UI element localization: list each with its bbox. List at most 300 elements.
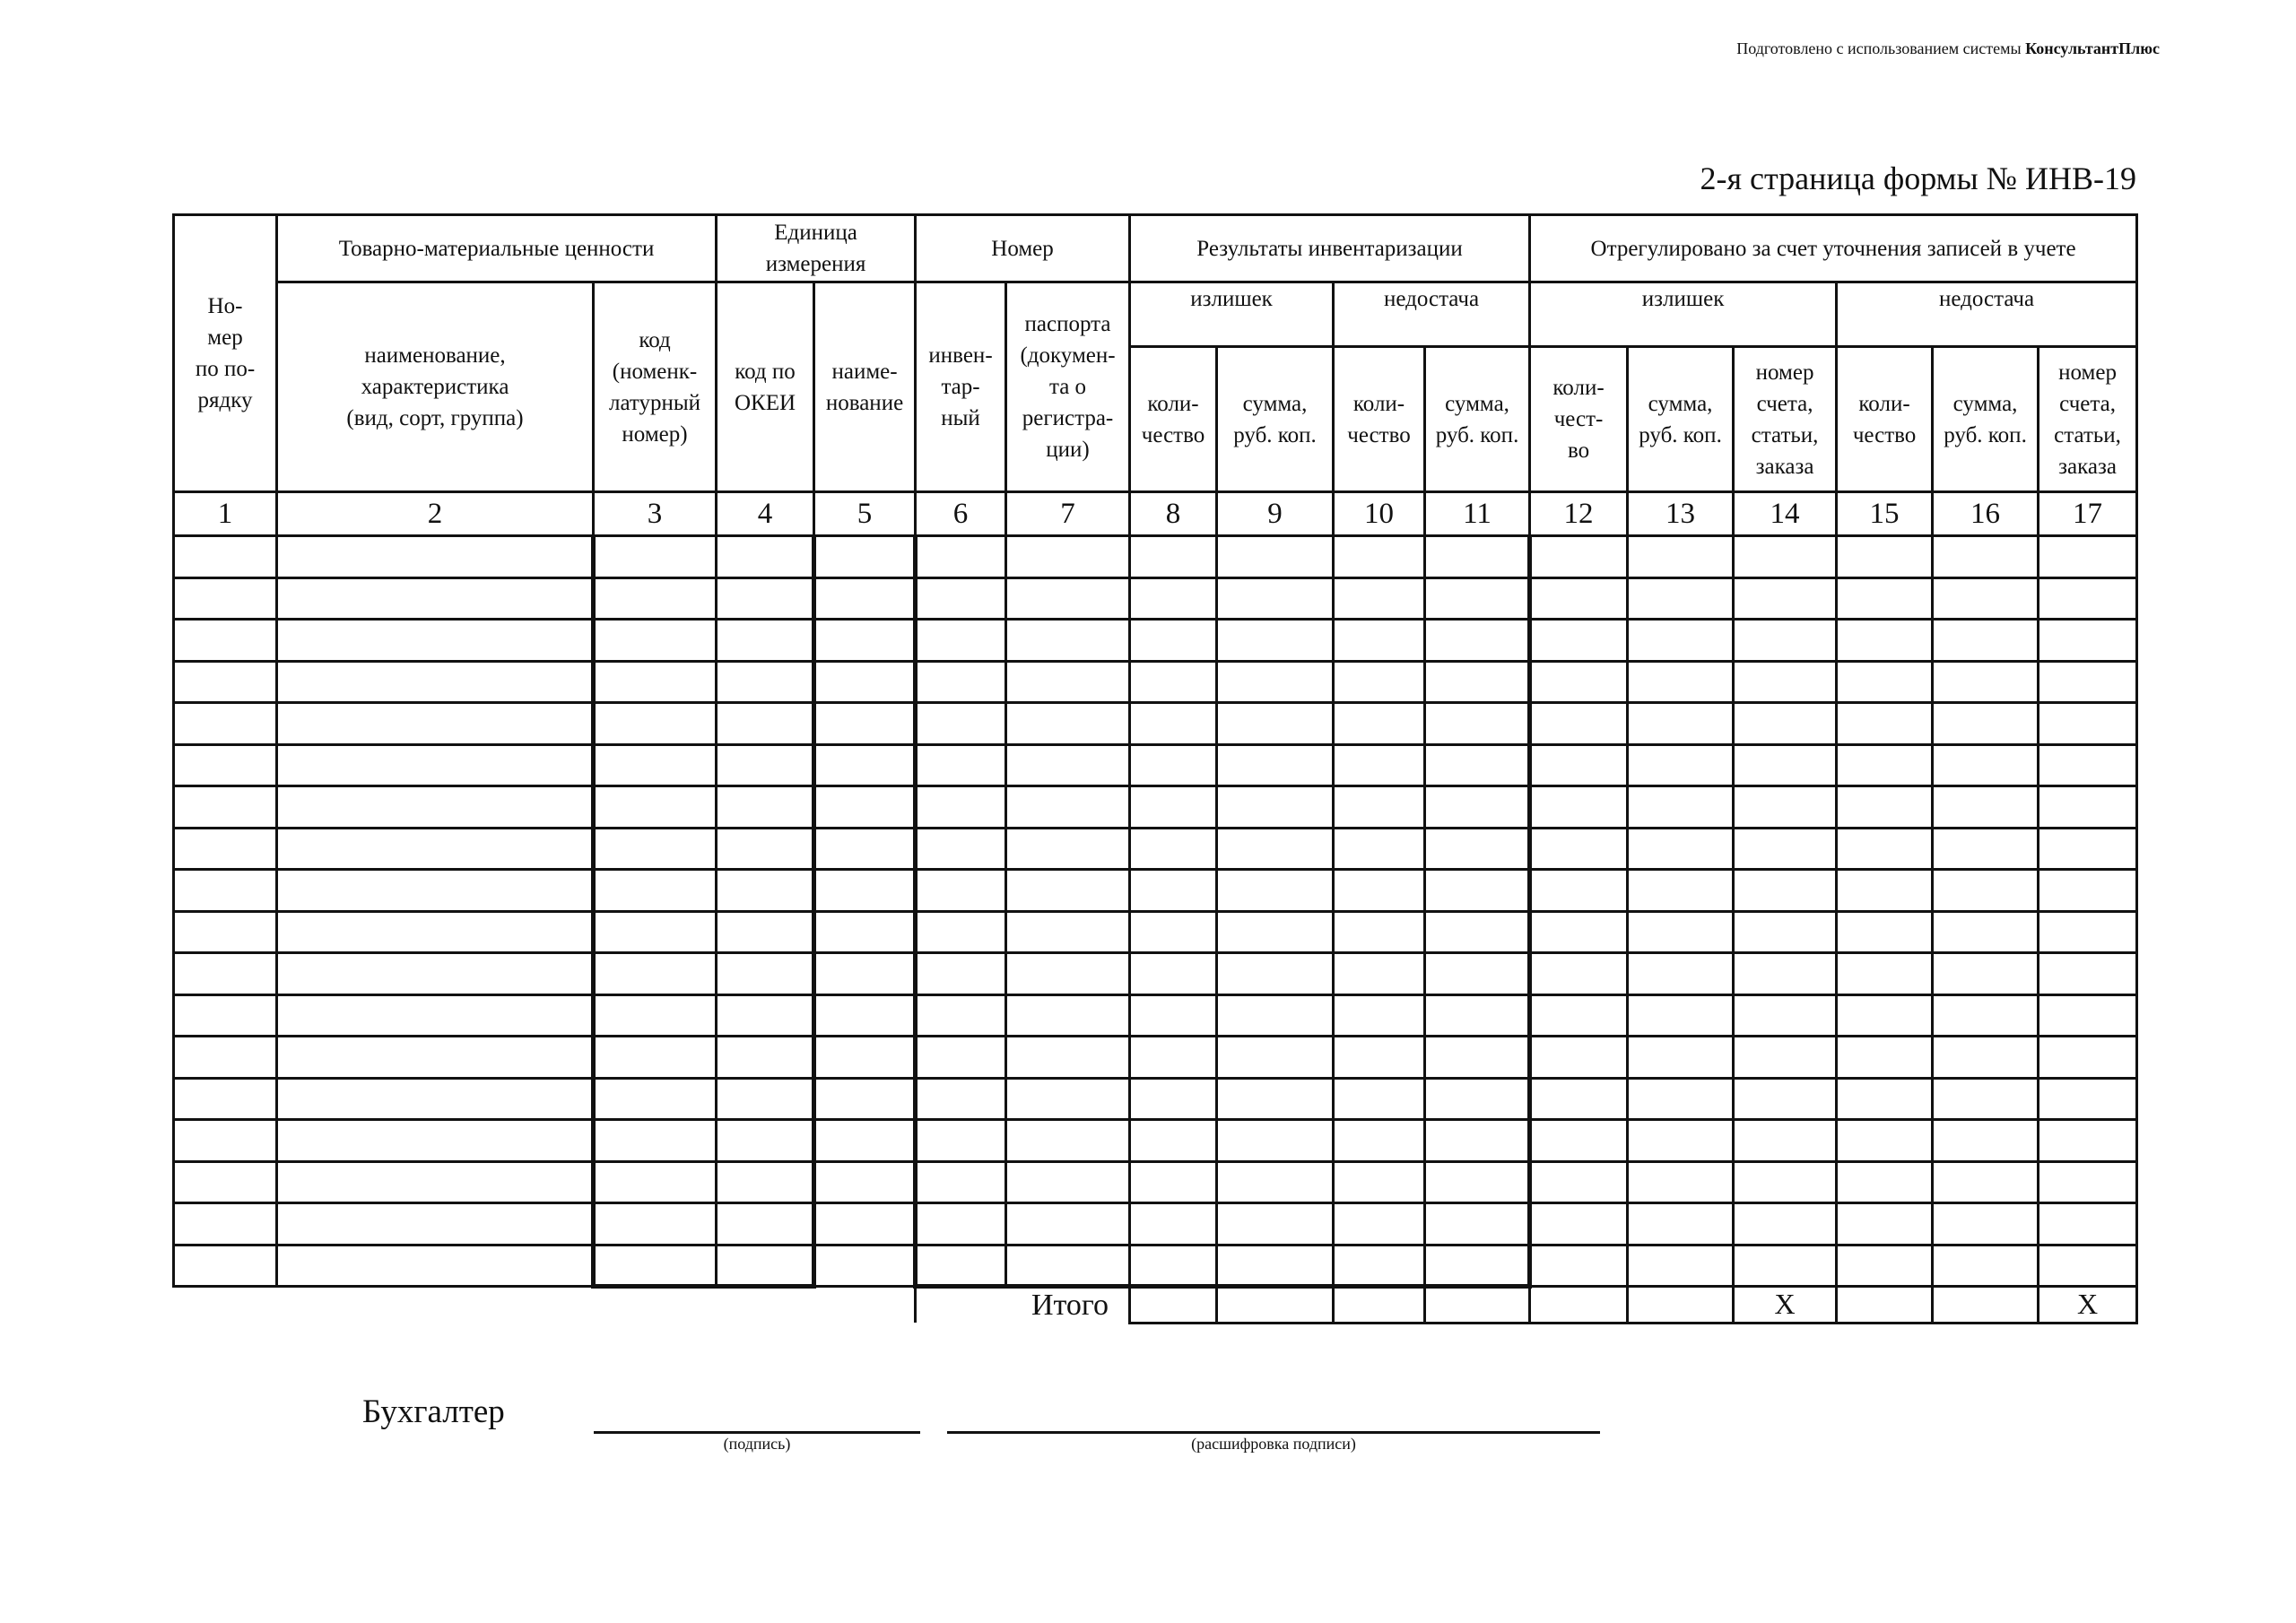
table-cell[interactable] xyxy=(594,1161,717,1203)
table-cell[interactable] xyxy=(916,661,1006,703)
table-cell[interactable] xyxy=(1217,1203,1334,1245)
table-cell[interactable] xyxy=(277,1245,594,1287)
table-cell[interactable] xyxy=(1628,1245,1734,1287)
table-cell[interactable] xyxy=(814,1161,916,1203)
table-cell[interactable] xyxy=(1425,1120,1530,1162)
table-cell[interactable] xyxy=(1837,577,1933,620)
table-cell[interactable] xyxy=(814,870,916,912)
table-cell[interactable] xyxy=(1425,577,1530,620)
table-cell[interactable] xyxy=(277,577,594,620)
table-cell[interactable] xyxy=(594,620,717,662)
table-cell[interactable] xyxy=(1933,1120,2039,1162)
table-cell[interactable] xyxy=(1530,1203,1628,1245)
table-cell[interactable] xyxy=(1217,828,1334,870)
table-cell[interactable] xyxy=(1628,1037,1734,1079)
table-cell[interactable] xyxy=(1006,1161,1130,1203)
table-cell[interactable] xyxy=(1217,1120,1334,1162)
table-cell[interactable] xyxy=(1734,1245,1837,1287)
table-cell[interactable] xyxy=(1933,870,2039,912)
table-cell[interactable] xyxy=(2039,1037,2137,1079)
table-cell[interactable] xyxy=(1130,1120,1217,1162)
table-cell[interactable] xyxy=(1006,1120,1130,1162)
table-cell[interactable] xyxy=(1933,536,2039,578)
table-cell[interactable] xyxy=(174,1078,277,1120)
table-cell[interactable] xyxy=(1628,786,1734,829)
table-cell[interactable] xyxy=(594,786,717,829)
table-cell[interactable] xyxy=(1933,828,2039,870)
table-cell[interactable] xyxy=(1933,1203,2039,1245)
table-cell[interactable] xyxy=(1837,703,1933,745)
table-cell[interactable] xyxy=(1837,828,1933,870)
table-cell[interactable] xyxy=(717,536,814,578)
table-cell[interactable] xyxy=(174,953,277,995)
table-cell[interactable] xyxy=(814,703,916,745)
table-cell[interactable] xyxy=(2039,870,2137,912)
table-cell[interactable] xyxy=(1217,577,1334,620)
table-cell[interactable] xyxy=(916,786,1006,829)
table-cell[interactable] xyxy=(717,1161,814,1203)
table-cell[interactable] xyxy=(1334,1120,1425,1162)
table-cell[interactable] xyxy=(2039,1161,2137,1203)
table-cell[interactable] xyxy=(1530,577,1628,620)
total-cell[interactable] xyxy=(1628,1287,1734,1324)
table-cell[interactable] xyxy=(814,1203,916,1245)
table-cell[interactable] xyxy=(2039,661,2137,703)
table-cell[interactable] xyxy=(594,1245,717,1287)
table-cell[interactable] xyxy=(717,1037,814,1079)
total-cell[interactable] xyxy=(1530,1287,1628,1324)
table-cell[interactable] xyxy=(1006,661,1130,703)
table-cell[interactable] xyxy=(1734,828,1837,870)
table-cell[interactable] xyxy=(1217,870,1334,912)
table-cell[interactable] xyxy=(1217,744,1334,786)
table-cell[interactable] xyxy=(2039,1203,2137,1245)
table-cell[interactable] xyxy=(717,786,814,829)
table-cell[interactable] xyxy=(1334,870,1425,912)
table-cell[interactable] xyxy=(1006,1037,1130,1079)
table-cell[interactable] xyxy=(916,1203,1006,1245)
table-cell[interactable] xyxy=(717,661,814,703)
table-cell[interactable] xyxy=(1734,953,1837,995)
table-cell[interactable] xyxy=(277,786,594,829)
table-cell[interactable] xyxy=(717,620,814,662)
table-cell[interactable] xyxy=(1837,994,1933,1037)
table-cell[interactable] xyxy=(1734,1203,1837,1245)
table-cell[interactable] xyxy=(717,1078,814,1120)
table-cell[interactable] xyxy=(1628,1203,1734,1245)
total-cell[interactable] xyxy=(1217,1287,1334,1324)
table-cell[interactable] xyxy=(1837,911,1933,953)
table-cell[interactable] xyxy=(1734,620,1837,662)
table-cell[interactable] xyxy=(1734,911,1837,953)
signature-line[interactable] xyxy=(594,1431,920,1434)
table-cell[interactable] xyxy=(277,620,594,662)
table-cell[interactable] xyxy=(1334,1161,1425,1203)
table-cell[interactable] xyxy=(1628,536,1734,578)
table-cell[interactable] xyxy=(1734,577,1837,620)
table-cell[interactable] xyxy=(277,1203,594,1245)
table-cell[interactable] xyxy=(1628,744,1734,786)
table-cell[interactable] xyxy=(2039,786,2137,829)
table-cell[interactable] xyxy=(916,703,1006,745)
table-cell[interactable] xyxy=(174,661,277,703)
table-cell[interactable] xyxy=(277,703,594,745)
table-cell[interactable] xyxy=(174,1120,277,1162)
table-cell[interactable] xyxy=(594,994,717,1037)
table-cell[interactable] xyxy=(916,620,1006,662)
table-cell[interactable] xyxy=(1530,1037,1628,1079)
table-cell[interactable] xyxy=(1217,994,1334,1037)
table-cell[interactable] xyxy=(1628,1120,1734,1162)
table-cell[interactable] xyxy=(1334,744,1425,786)
table-cell[interactable] xyxy=(1734,661,1837,703)
table-cell[interactable] xyxy=(1425,1161,1530,1203)
table-cell[interactable] xyxy=(1837,1120,1933,1162)
table-cell[interactable] xyxy=(1530,786,1628,829)
table-cell[interactable] xyxy=(1334,1203,1425,1245)
table-cell[interactable] xyxy=(1334,1078,1425,1120)
table-cell[interactable] xyxy=(1425,744,1530,786)
table-cell[interactable] xyxy=(1425,1078,1530,1120)
table-cell[interactable] xyxy=(1628,703,1734,745)
table-cell[interactable] xyxy=(814,1245,916,1287)
total-cell[interactable] xyxy=(1933,1287,2039,1324)
table-cell[interactable] xyxy=(814,953,916,995)
table-cell[interactable] xyxy=(1217,1245,1334,1287)
table-cell[interactable] xyxy=(1130,994,1217,1037)
table-cell[interactable] xyxy=(594,1078,717,1120)
table-cell[interactable] xyxy=(277,953,594,995)
table-cell[interactable] xyxy=(1006,911,1130,953)
table-cell[interactable] xyxy=(277,1078,594,1120)
total-cell[interactable] xyxy=(1425,1287,1530,1324)
table-cell[interactable] xyxy=(277,1120,594,1162)
table-cell[interactable] xyxy=(1837,870,1933,912)
table-cell[interactable] xyxy=(1425,994,1530,1037)
table-cell[interactable] xyxy=(814,620,916,662)
table-cell[interactable] xyxy=(1334,620,1425,662)
table-cell[interactable] xyxy=(1006,1245,1130,1287)
table-cell[interactable] xyxy=(1006,994,1130,1037)
table-cell[interactable] xyxy=(717,953,814,995)
table-cell[interactable] xyxy=(174,911,277,953)
table-cell[interactable] xyxy=(1628,661,1734,703)
table-cell[interactable] xyxy=(1006,953,1130,995)
table-cell[interactable] xyxy=(1130,911,1217,953)
table-cell[interactable] xyxy=(1130,1245,1217,1287)
table-cell[interactable] xyxy=(916,1078,1006,1120)
table-cell[interactable] xyxy=(1734,744,1837,786)
table-cell[interactable] xyxy=(1425,1037,1530,1079)
table-cell[interactable] xyxy=(594,536,717,578)
table-cell[interactable] xyxy=(916,744,1006,786)
table-cell[interactable] xyxy=(2039,1120,2137,1162)
table-cell[interactable] xyxy=(174,620,277,662)
table-cell[interactable] xyxy=(1130,744,1217,786)
table-cell[interactable] xyxy=(594,953,717,995)
table-cell[interactable] xyxy=(594,1037,717,1079)
table-cell[interactable] xyxy=(1530,703,1628,745)
table-cell[interactable] xyxy=(1530,1245,1628,1287)
table-cell[interactable] xyxy=(1628,870,1734,912)
table-cell[interactable] xyxy=(814,536,916,578)
table-cell[interactable] xyxy=(1530,661,1628,703)
table-cell[interactable] xyxy=(1006,828,1130,870)
table-cell[interactable] xyxy=(1734,994,1837,1037)
table-cell[interactable] xyxy=(174,828,277,870)
table-cell[interactable] xyxy=(916,1037,1006,1079)
table-cell[interactable] xyxy=(1530,870,1628,912)
table-cell[interactable] xyxy=(1006,577,1130,620)
table-cell[interactable] xyxy=(1334,828,1425,870)
table-cell[interactable] xyxy=(814,911,916,953)
table-cell[interactable] xyxy=(717,1203,814,1245)
table-cell[interactable] xyxy=(174,577,277,620)
table-cell[interactable] xyxy=(916,953,1006,995)
table-cell[interactable] xyxy=(1933,953,2039,995)
table-cell[interactable] xyxy=(1933,994,2039,1037)
table-cell[interactable] xyxy=(1734,870,1837,912)
table-cell[interactable] xyxy=(2039,703,2137,745)
table-cell[interactable] xyxy=(1628,620,1734,662)
table-cell[interactable] xyxy=(1530,1078,1628,1120)
table-cell[interactable] xyxy=(1530,536,1628,578)
table-cell[interactable] xyxy=(1334,911,1425,953)
table-cell[interactable] xyxy=(1425,536,1530,578)
table-cell[interactable] xyxy=(717,870,814,912)
table-cell[interactable] xyxy=(1130,1037,1217,1079)
table-cell[interactable] xyxy=(174,536,277,578)
table-cell[interactable] xyxy=(277,744,594,786)
table-cell[interactable] xyxy=(1130,536,1217,578)
table-cell[interactable] xyxy=(717,828,814,870)
table-cell[interactable] xyxy=(814,828,916,870)
table-cell[interactable] xyxy=(717,911,814,953)
table-cell[interactable] xyxy=(1334,536,1425,578)
table-cell[interactable] xyxy=(1006,536,1130,578)
table-cell[interactable] xyxy=(717,1245,814,1287)
table-cell[interactable] xyxy=(1734,703,1837,745)
table-cell[interactable] xyxy=(1217,786,1334,829)
table-cell[interactable] xyxy=(594,911,717,953)
table-cell[interactable] xyxy=(2039,1078,2137,1120)
table-cell[interactable] xyxy=(594,1203,717,1245)
table-cell[interactable] xyxy=(916,870,1006,912)
table-cell[interactable] xyxy=(1734,1078,1837,1120)
table-cell[interactable] xyxy=(277,870,594,912)
table-cell[interactable] xyxy=(1334,953,1425,995)
table-cell[interactable] xyxy=(1334,661,1425,703)
signature-decode-line[interactable] xyxy=(947,1431,1600,1434)
table-cell[interactable] xyxy=(1425,703,1530,745)
table-cell[interactable] xyxy=(1425,661,1530,703)
table-cell[interactable] xyxy=(916,828,1006,870)
table-cell[interactable] xyxy=(1006,1203,1130,1245)
table-cell[interactable] xyxy=(594,744,717,786)
table-cell[interactable] xyxy=(2039,744,2137,786)
table-cell[interactable] xyxy=(916,911,1006,953)
table-cell[interactable] xyxy=(1530,828,1628,870)
table-cell[interactable] xyxy=(916,1161,1006,1203)
table-cell[interactable] xyxy=(916,536,1006,578)
table-cell[interactable] xyxy=(916,1245,1006,1287)
table-cell[interactable] xyxy=(1628,994,1734,1037)
table-cell[interactable] xyxy=(1734,786,1837,829)
table-cell[interactable] xyxy=(174,744,277,786)
table-cell[interactable] xyxy=(814,1078,916,1120)
table-cell[interactable] xyxy=(1933,786,2039,829)
table-cell[interactable] xyxy=(1530,911,1628,953)
table-cell[interactable] xyxy=(1130,703,1217,745)
table-cell[interactable] xyxy=(277,911,594,953)
table-cell[interactable] xyxy=(1130,953,1217,995)
table-cell[interactable] xyxy=(2039,953,2137,995)
table-cell[interactable] xyxy=(814,1037,916,1079)
table-cell[interactable] xyxy=(1130,786,1217,829)
table-cell[interactable] xyxy=(1334,703,1425,745)
table-cell[interactable] xyxy=(174,1245,277,1287)
table-cell[interactable] xyxy=(1217,1161,1334,1203)
table-cell[interactable] xyxy=(814,744,916,786)
table-cell[interactable] xyxy=(277,1161,594,1203)
table-cell[interactable] xyxy=(1217,661,1334,703)
table-cell[interactable] xyxy=(1628,911,1734,953)
table-cell[interactable] xyxy=(1217,620,1334,662)
table-cell[interactable] xyxy=(1334,1037,1425,1079)
table-cell[interactable] xyxy=(916,994,1006,1037)
table-cell[interactable] xyxy=(1425,786,1530,829)
table-cell[interactable] xyxy=(594,1120,717,1162)
table-cell[interactable] xyxy=(594,870,717,912)
table-cell[interactable] xyxy=(1933,577,2039,620)
table-cell[interactable] xyxy=(174,1037,277,1079)
table-cell[interactable] xyxy=(1837,661,1933,703)
table-cell[interactable] xyxy=(2039,577,2137,620)
table-cell[interactable] xyxy=(916,577,1006,620)
table-cell[interactable] xyxy=(1217,911,1334,953)
table-cell[interactable] xyxy=(594,577,717,620)
table-cell[interactable] xyxy=(2039,1245,2137,1287)
table-cell[interactable] xyxy=(1334,577,1425,620)
table-cell[interactable] xyxy=(1130,661,1217,703)
table-cell[interactable] xyxy=(1006,744,1130,786)
table-cell[interactable] xyxy=(1217,1037,1334,1079)
table-cell[interactable] xyxy=(1837,786,1933,829)
table-cell[interactable] xyxy=(1130,1161,1217,1203)
table-cell[interactable] xyxy=(1130,828,1217,870)
table-cell[interactable] xyxy=(277,536,594,578)
table-cell[interactable] xyxy=(1006,786,1130,829)
table-cell[interactable] xyxy=(174,703,277,745)
table-cell[interactable] xyxy=(1130,870,1217,912)
table-cell[interactable] xyxy=(1837,744,1933,786)
table-cell[interactable] xyxy=(2039,620,2137,662)
table-cell[interactable] xyxy=(1933,1161,2039,1203)
table-cell[interactable] xyxy=(1130,620,1217,662)
table-cell[interactable] xyxy=(1933,911,2039,953)
table-cell[interactable] xyxy=(717,994,814,1037)
table-cell[interactable] xyxy=(1837,1245,1933,1287)
table-cell[interactable] xyxy=(1530,620,1628,662)
table-cell[interactable] xyxy=(1217,1078,1334,1120)
table-cell[interactable] xyxy=(814,1120,916,1162)
table-cell[interactable] xyxy=(1837,1203,1933,1245)
table-cell[interactable] xyxy=(2039,828,2137,870)
table-cell[interactable] xyxy=(717,744,814,786)
total-cell[interactable] xyxy=(1130,1287,1217,1324)
table-cell[interactable] xyxy=(1933,744,2039,786)
table-cell[interactable] xyxy=(277,1037,594,1079)
table-cell[interactable] xyxy=(1217,536,1334,578)
table-cell[interactable] xyxy=(2039,911,2137,953)
table-cell[interactable] xyxy=(1530,994,1628,1037)
table-cell[interactable] xyxy=(1425,911,1530,953)
total-cell[interactable] xyxy=(1334,1287,1425,1324)
table-cell[interactable] xyxy=(1837,1037,1933,1079)
table-cell[interactable] xyxy=(174,1203,277,1245)
table-cell[interactable] xyxy=(1628,953,1734,995)
table-cell[interactable] xyxy=(174,786,277,829)
table-cell[interactable] xyxy=(1425,953,1530,995)
table-cell[interactable] xyxy=(277,661,594,703)
table-cell[interactable] xyxy=(1130,1078,1217,1120)
table-cell[interactable] xyxy=(1530,953,1628,995)
table-cell[interactable] xyxy=(1006,620,1130,662)
table-cell[interactable] xyxy=(1837,953,1933,995)
table-cell[interactable] xyxy=(1425,1245,1530,1287)
table-cell[interactable] xyxy=(594,703,717,745)
table-cell[interactable] xyxy=(174,994,277,1037)
table-cell[interactable] xyxy=(814,994,916,1037)
table-cell[interactable] xyxy=(814,661,916,703)
table-cell[interactable] xyxy=(277,994,594,1037)
table-cell[interactable] xyxy=(1530,744,1628,786)
total-cell[interactable] xyxy=(1837,1287,1933,1324)
table-cell[interactable] xyxy=(1530,1161,1628,1203)
table-cell[interactable] xyxy=(916,1120,1006,1162)
table-cell[interactable] xyxy=(2039,536,2137,578)
table-cell[interactable] xyxy=(814,577,916,620)
table-cell[interactable] xyxy=(1006,1078,1130,1120)
table-cell[interactable] xyxy=(1837,620,1933,662)
table-cell[interactable] xyxy=(717,577,814,620)
table-cell[interactable] xyxy=(1837,536,1933,578)
table-cell[interactable] xyxy=(1837,1161,1933,1203)
table-cell[interactable] xyxy=(1933,1037,2039,1079)
table-cell[interactable] xyxy=(1130,1203,1217,1245)
table-cell[interactable] xyxy=(594,661,717,703)
table-cell[interactable] xyxy=(1530,1120,1628,1162)
table-cell[interactable] xyxy=(1933,1078,2039,1120)
table-cell[interactable] xyxy=(1734,1161,1837,1203)
table-cell[interactable] xyxy=(1628,828,1734,870)
table-cell[interactable] xyxy=(1734,1120,1837,1162)
table-cell[interactable] xyxy=(1628,1078,1734,1120)
table-cell[interactable] xyxy=(174,1161,277,1203)
table-cell[interactable] xyxy=(1334,1245,1425,1287)
table-cell[interactable] xyxy=(1628,1161,1734,1203)
table-cell[interactable] xyxy=(1628,577,1734,620)
table-cell[interactable] xyxy=(1425,620,1530,662)
table-cell[interactable] xyxy=(1425,1203,1530,1245)
table-cell[interactable] xyxy=(2039,994,2137,1037)
table-cell[interactable] xyxy=(1334,786,1425,829)
table-cell[interactable] xyxy=(1837,1078,1933,1120)
table-cell[interactable] xyxy=(1933,661,2039,703)
table-cell[interactable] xyxy=(1006,870,1130,912)
table-cell[interactable] xyxy=(277,828,594,870)
table-cell[interactable] xyxy=(717,703,814,745)
